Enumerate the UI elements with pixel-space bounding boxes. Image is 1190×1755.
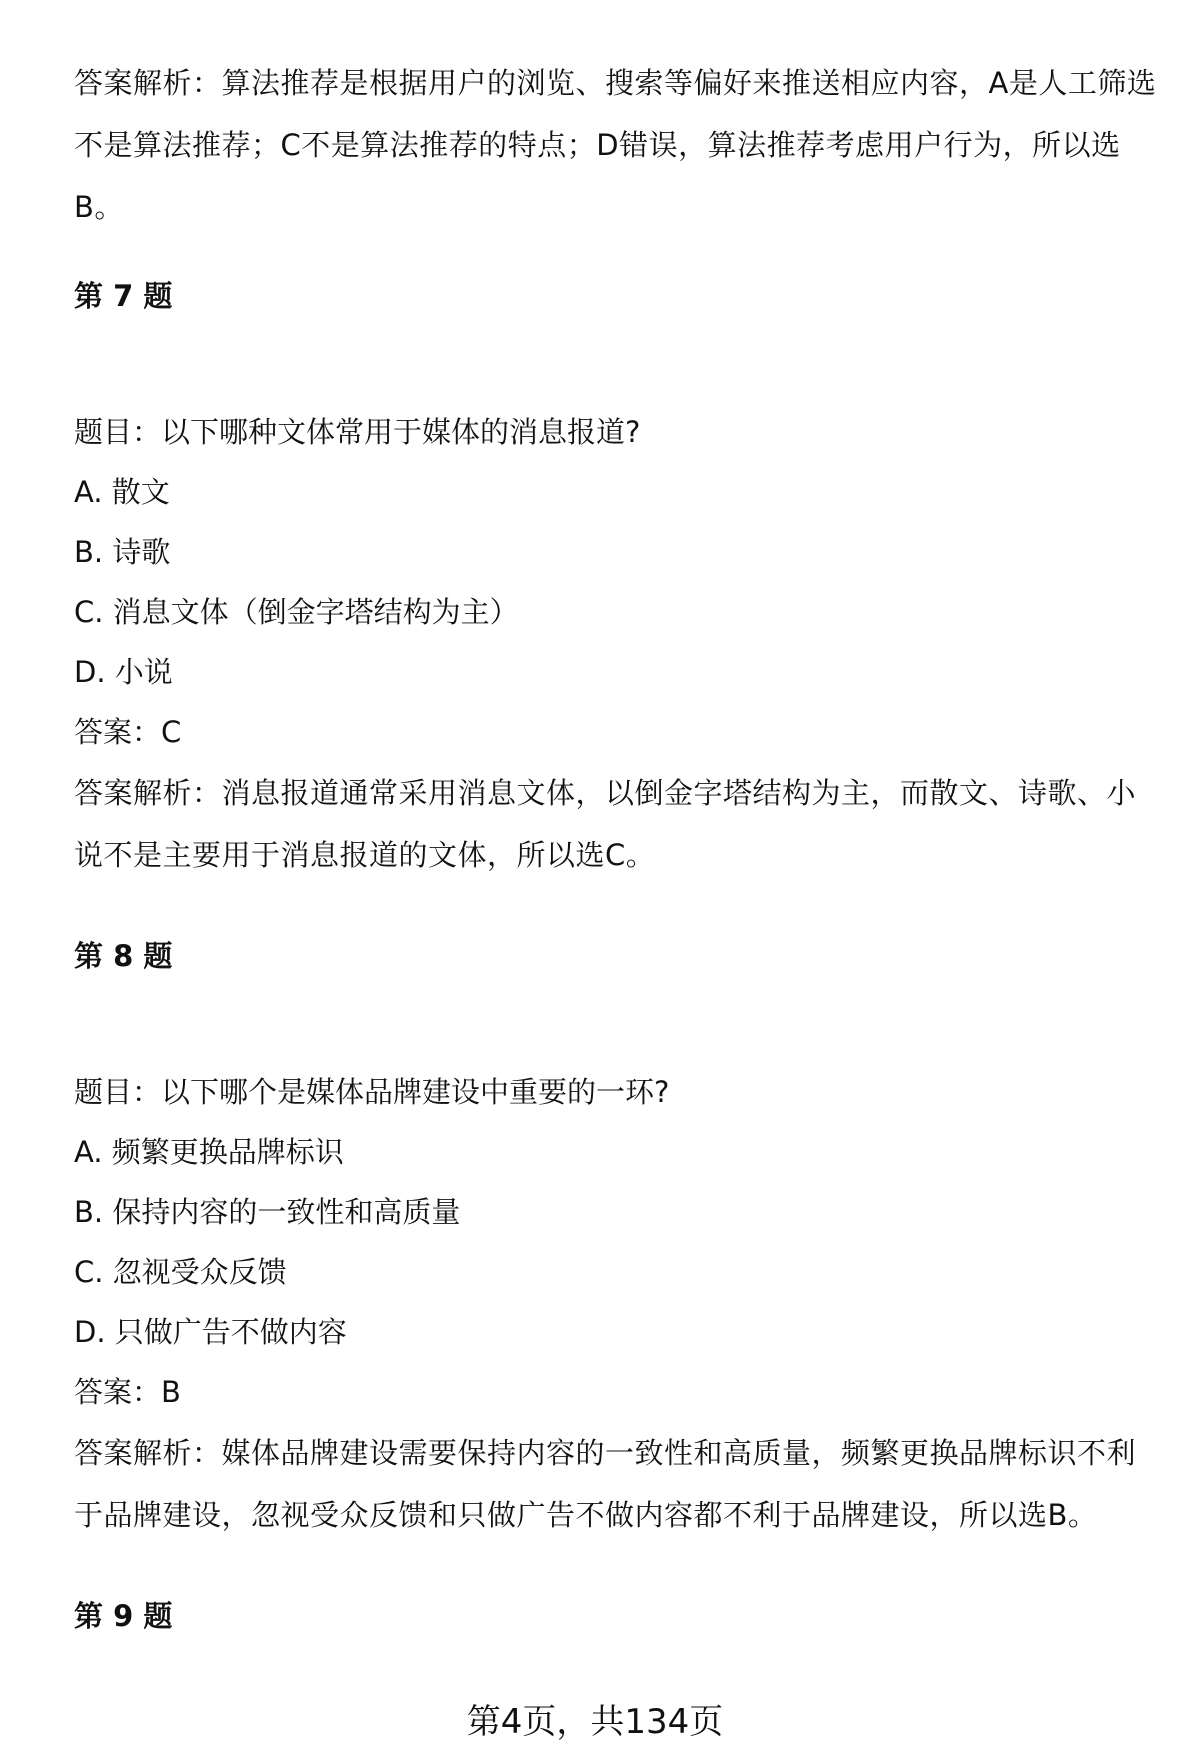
question-8-heading: 第 8 题 xyxy=(74,939,173,973)
question-8-answer: 答案：B xyxy=(74,1375,181,1409)
question-7-option-d: D. 小说 xyxy=(74,655,173,689)
prev-answer-analysis: 答案解析：算法推荐是根据用户的浏览、搜索等偏好来推送相应内容，A是人工筛选不是算法推荐；C不是算法推荐的特点；D错误，算法推荐考虑用户行为，所以选B。 xyxy=(74,66,1157,224)
question-7-option-a: A. 散文 xyxy=(74,475,170,509)
question-8-text: 题目：以下哪个是媒体品牌建设中重要的一环? xyxy=(74,1075,670,1109)
question-9-heading: 第 9 题 xyxy=(74,1599,173,1633)
question-7-text: 题目：以下哪种文体常用于媒体的消息报道? xyxy=(74,415,641,449)
question-8-analysis: 答案解析：媒体品牌建设需要保持内容的一致性和高质量，频繁更换品牌标识不利于品牌建设，忽视受众反馈和只做广告不做内容都不利于品牌建设，所以选B。 xyxy=(74,1436,1137,1532)
page-number-footer: 第4页，共134页 xyxy=(466,1702,724,1742)
question-8-option-a: A. 频繁更换品牌标识 xyxy=(74,1135,344,1169)
question-8-option-b: B. 保持内容的一致性和高质量 xyxy=(74,1195,461,1229)
question-7-option-b: B. 诗歌 xyxy=(74,535,171,569)
question-7-answer: 答案：C xyxy=(74,715,182,749)
question-8-option-d: D. 只做广告不做内容 xyxy=(74,1315,347,1349)
question-7-option-c: C. 消息文体（倒金字塔结构为主） xyxy=(74,595,519,629)
question-7-analysis: 答案解析：消息报道通常采用消息文体，以倒金字塔结构为主，而散文、诗歌、小说不是主要用于消息报道的文体，所以选C。 xyxy=(74,776,1137,872)
question-7-heading: 第 7 题 xyxy=(74,279,173,313)
question-8-option-c: C. 忽视受众反馈 xyxy=(74,1255,287,1289)
